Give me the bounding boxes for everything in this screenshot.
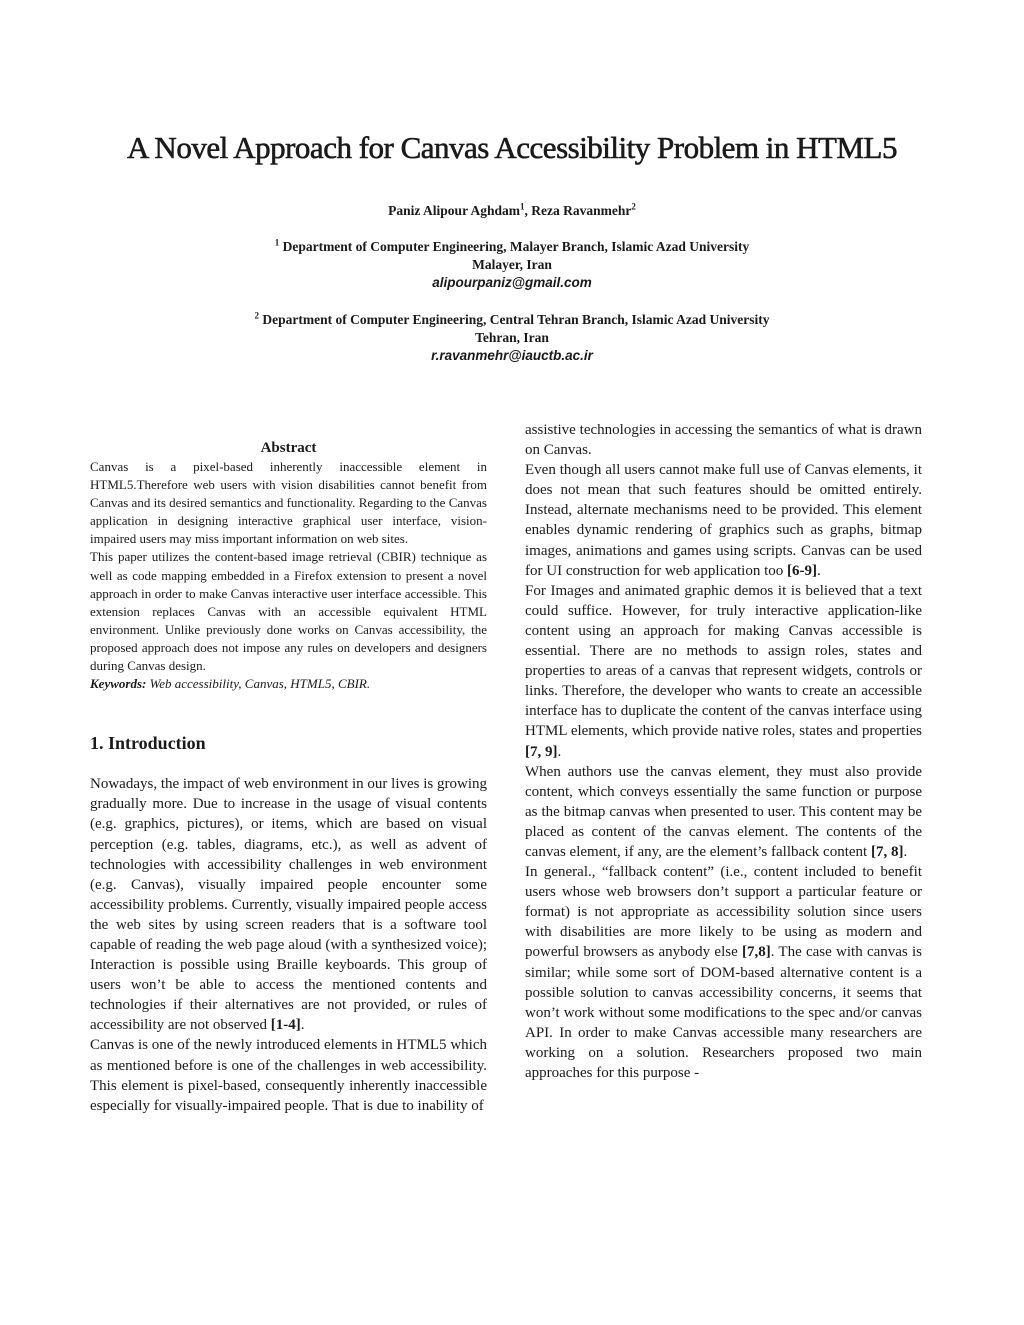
- keywords-text: Web accessibility, Canvas, HTML5, CBIR.: [146, 676, 371, 692]
- paragraph-text: .: [557, 743, 562, 760]
- affiliation-department: [0, 238, 1024, 256]
- keywords: [90, 675, 487, 693]
- introduction-body: [90, 774, 487, 1116]
- paragraph-text: In general., “fallback content” (i.e., content included to benefit users whose web browsers don’t support a particular feature or format) is not appropriate as accessibility solution since users with disabilities are more likely to be using as modern and powerful browsers as anybody else: [525, 864, 922, 961]
- affiliation-superscript: 1: [274, 237, 280, 248]
- author-separator: ,: [524, 203, 532, 218]
- author-name: Reza Ravanmehr: [531, 203, 632, 218]
- author-name: Paniz Alipour Aghdam: [388, 203, 520, 218]
- body-paragraph: [525, 762, 922, 862]
- body-paragraph: Canvas is one of the newly introduced elements in HTML5 which as mentioned before is one of the challenges in web accessibility. This element is pixel-based, consequently inherently inaccessible especially for visually-impaired people. That is due to inability of: [90, 1037, 487, 1114]
- body-paragraph: [525, 862, 922, 1083]
- body-paragraph: assistive technologies in accessing the semantics of what is drawn on Canvas.: [525, 422, 922, 459]
- affiliation-department-text: Department of Computer Engineering, Central Tehran Branch, Islamic Azad University: [259, 312, 770, 327]
- paper-title: A Novel Approach for Canvas Accessibility Problem in HTML5: [127, 130, 897, 165]
- abstract-paragraph: This paper utilizes the content-based image retrieval (CBIR) technique as well as code mapping embedded in a Firefox extension to present a novel approach in order to make Canvas interactive user interface accessible. This extension replaces Canvas with an accessible equivalent HTML environment. Unlike previously done works on Canvas accessibility, the proposed approach does not impose any rules on developers and designers during Canvas design.: [90, 549, 487, 674]
- author-superscript: 2: [631, 201, 636, 212]
- body-paragraph: [90, 774, 487, 1035]
- author-line: [0, 203, 1024, 219]
- paragraph-text: .: [903, 843, 908, 860]
- section-heading-introduction: 1. Introduction: [90, 733, 206, 754]
- affiliation-department-text: Department of Computer Engineering, Malayer Branch, Islamic Azad University: [279, 239, 750, 254]
- affiliation-department: [0, 311, 1024, 329]
- body-paragraph: [525, 581, 922, 762]
- paragraph-text: .: [300, 1017, 305, 1034]
- citation: [1-4]: [270, 1017, 301, 1034]
- affiliation-email[interactable]: alipourpaniz@gmail.com: [432, 275, 592, 290]
- keywords-label: Keywords:: [90, 676, 147, 692]
- paragraph-text: When authors use the canvas element, they must also provide content, which conveys essentially the same function or purpose as the bitmap canvas when presented to user. This content may be placed as content of the canvas element. The contents of the canvas element, if any, are the element’s fallback content: [525, 763, 922, 860]
- affiliation-2: [0, 311, 1024, 365]
- right-column: [525, 420, 922, 1083]
- left-column: [90, 440, 487, 1116]
- abstract-section: [90, 440, 487, 693]
- paragraph-text: .: [817, 562, 821, 579]
- author-superscript: 1: [519, 201, 525, 212]
- paragraph-text: For Images and animated graphic demos it is believed that a text could suffice. However, for truly interactive application-like content using an approach for making Canvas accessible is essential. There are no methods to assign roles, states and properties to areas of a canvas that represent widgets, controls or links. Therefore, the developer who wants to create an accessible interface has to duplicate the content of the canvas interface using HTML elements, which provide native roles, states and properties: [525, 582, 922, 740]
- affiliation-email[interactable]: r.ravanmehr@iauctb.ac.ir: [431, 348, 593, 363]
- body-paragraph: [525, 460, 922, 581]
- citation: [7, 8]: [870, 843, 904, 860]
- affiliation-location: Malayer, Iran: [472, 257, 552, 272]
- paragraph-text: . The case with canvas is similar; while some sort of DOM-based alternative content is a possible solution to canvas accessibility concerns, it seems that won’t work without some modifications to the spec and/or canvas API. In order to make Canvas accessible many researchers are working on a solution. Researchers proposed two main approaches for this purpose -: [525, 944, 922, 1081]
- affiliation-location: Tehran, Iran: [475, 330, 549, 345]
- citation: [7, 9]: [525, 743, 558, 760]
- citation: [7,8]: [741, 944, 771, 961]
- affiliation-1: [0, 238, 1024, 292]
- abstract-paragraph: Canvas is a pixel-based inherently inaccessible element in HTML5.Therefore web users with vision disabilities cannot benefit from Canvas and its desired semantics and functionality. Regarding to the Canvas application in designing interactive graphical user interface, vision-impaired users may miss important information on web sites.: [90, 459, 487, 547]
- citation: [6-9]: [787, 562, 818, 579]
- abstract-heading: Abstract: [260, 440, 317, 456]
- paragraph-text: Even though all users cannot make full use of Canvas elements, it does not mean that such features should be omitted entirely. Instead, alternate mechanisms need to be provided. This element enables dynamic rendering of graphics such as graphs, bitmap images, animations and games using scripts. Canvas can be used for UI construction for web application too: [525, 462, 922, 579]
- paragraph-text: Nowadays, the impact of web environment in our lives is growing gradually more. Due to increase in the usage of visual contents (e.g. graphics, pictures), or items, which are based on visual perception (e.g. tables, diagrams, etc.), as well as advent of technologies with accessibility challenges in web environment (e.g. Canvas), visually impaired people encounter some accessibility problems. Currently, visually impaired people access the web sites by using screen readers that is a software tool capable of reading the web page aloud (with a synthesized voice); Interaction is possible using Braille keyboards. This group of users won’t be able to access the mentioned contents and technologies if their alternatives are not provided, or rules of accessibility are not observed: [90, 776, 488, 1034]
- affiliation-superscript: 2: [254, 310, 259, 321]
